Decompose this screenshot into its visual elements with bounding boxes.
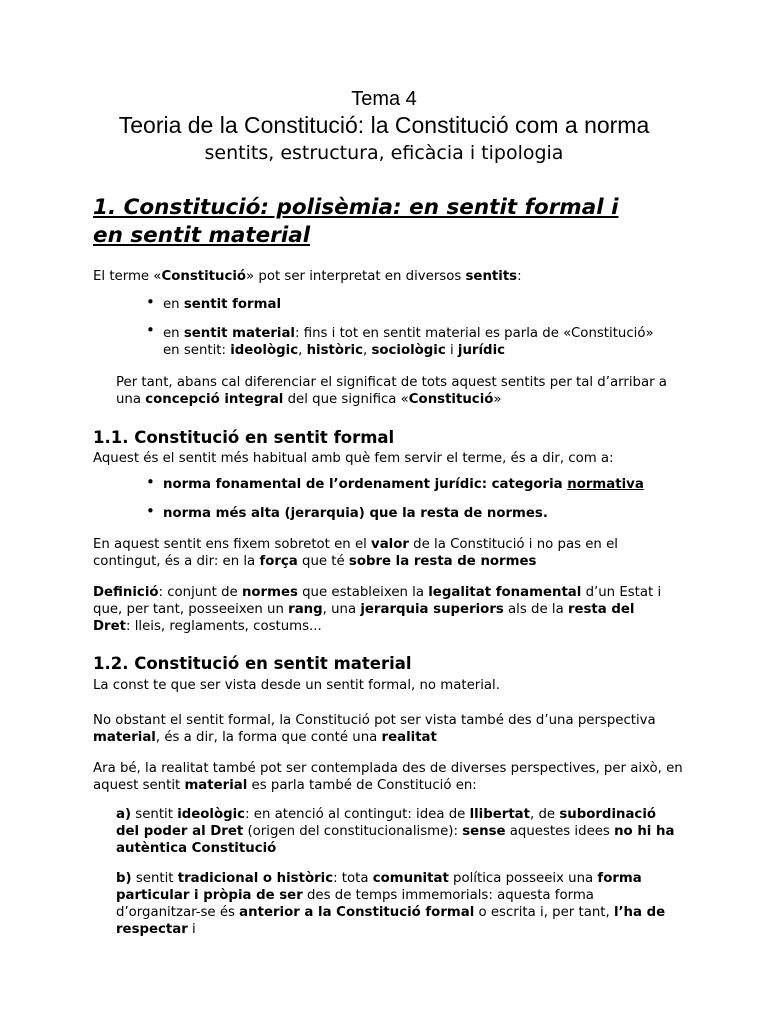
section-1-intro xyxy=(93,268,693,285)
text-bold: tradicional o històric xyxy=(177,871,334,886)
section-1-1-heading: 1.1. Constitució en sentit formal xyxy=(93,428,395,447)
text: El terme « xyxy=(93,269,162,284)
text-bold: Constitució xyxy=(161,269,247,284)
doc-tema: Tema 4 xyxy=(351,88,417,110)
text: : conjunt de xyxy=(158,585,242,600)
text: als de la xyxy=(503,602,568,617)
text: política posseeix una xyxy=(448,871,598,886)
bullet-sentit-formal xyxy=(163,296,683,313)
text: de la Constitució i no pas en el contingut, és a dir: en la xyxy=(93,537,618,569)
text: del que significa « xyxy=(283,392,409,407)
text-bold: ideològic xyxy=(177,807,246,822)
text: que estableixen la xyxy=(297,585,429,600)
text: » xyxy=(493,392,502,407)
text: que té xyxy=(297,554,349,569)
text-bold-underlined: normativa xyxy=(567,477,644,492)
text-bold: l’ha de respectar xyxy=(116,905,666,937)
bullet-sentit-material xyxy=(163,325,663,359)
text-bold: material xyxy=(93,730,156,745)
text: , una xyxy=(322,602,361,617)
doc-title: Teoria de la Constitució: la Constitució com a norma xyxy=(118,112,650,138)
text: en xyxy=(163,297,184,312)
bullet-icon: • xyxy=(146,293,155,311)
text-bold: rang xyxy=(288,602,323,617)
text: , és a dir, la forma que conté una xyxy=(155,730,382,745)
text-bold: no hi ha autèntica Constitució xyxy=(116,824,675,856)
text: i xyxy=(187,922,196,937)
text-bold: subordinació del poder al Dret xyxy=(116,807,657,839)
text: , de xyxy=(530,807,560,822)
text: Ara bé, la realitat també pot ser contemplada des de diverses perspectives, per això, en aquest sentit xyxy=(93,761,683,793)
text-bold: legalitat fonamental xyxy=(428,585,582,600)
text: d’un Estat i que, per tant, posseeixen un xyxy=(93,585,662,617)
text-bold: forma particular i pròpia de ser xyxy=(116,871,642,903)
text: En aquest sentit ens fixem sobretot en el xyxy=(93,537,372,552)
text: : tota xyxy=(333,871,373,886)
bullet-norma-alta xyxy=(163,505,683,522)
text: sentit xyxy=(131,871,178,886)
text-bold: norma més alta (jerarquia) que la resta de normes. xyxy=(163,506,548,521)
section-1-conclusion xyxy=(116,374,690,408)
text: es parla també de Constitució en: xyxy=(247,778,477,793)
text-bold: comunitat xyxy=(372,871,449,886)
text-bold: material xyxy=(184,778,248,793)
text: o escrita i, per tant, xyxy=(474,905,614,920)
text: , xyxy=(363,343,372,358)
text: des de temps immemorials: aquesta forma d’organitzar-se és xyxy=(116,888,594,920)
text-bold: sentit formal xyxy=(183,297,282,312)
text-bold: jurídic xyxy=(457,343,506,358)
bullet-icon: • xyxy=(146,473,155,491)
bullet-icon: • xyxy=(146,502,155,520)
text-bold: a) xyxy=(116,807,132,822)
text: (origen del constitucionalisme): xyxy=(243,824,463,839)
text-bold: llibertat xyxy=(469,807,531,822)
text: » pot ser interpretat en diversos xyxy=(246,269,466,284)
text: No obstant el sentit formal, la Constitució pot ser vista també des d’una perspectiva xyxy=(93,713,656,728)
text-bold: Constitució xyxy=(408,392,494,407)
text-bold: ideològic xyxy=(230,343,299,358)
section-1-1-paragraph xyxy=(93,536,633,570)
text-bold: normes xyxy=(241,585,298,600)
text: sentit xyxy=(131,807,178,822)
section-1-2-intro: La const te que ser vista desde un sentit formal, no material. xyxy=(93,678,500,693)
section-1-1-definition xyxy=(93,584,663,635)
text: : lleis, reglaments, costums... xyxy=(125,619,322,634)
text: en xyxy=(163,326,184,341)
section-1-2-para2 xyxy=(93,760,683,794)
text-bold: realitat xyxy=(381,730,437,745)
text-bold: jerarquia superiors xyxy=(360,602,504,617)
text-bold: sentits xyxy=(465,269,518,284)
text-bold: històric xyxy=(306,343,363,358)
text-bold: força xyxy=(259,554,298,569)
doc-subtitle: sentits, estructura, eficàcia i tipologia xyxy=(204,142,564,164)
text-bold: resta del Dret xyxy=(93,602,635,634)
text-bold: sobre la resta de normes xyxy=(348,554,537,569)
text-bold: sentit material xyxy=(183,326,295,341)
section-1-heading: 1. Constitució: polisèmia: en sentit formal i en sentit material xyxy=(93,195,619,248)
section-1-2-para1 xyxy=(93,712,683,746)
text-bold: valor xyxy=(371,537,409,552)
text: , xyxy=(298,343,307,358)
text-bold: b) xyxy=(116,871,132,886)
item-a-sentit-ideologic xyxy=(116,806,676,857)
text: i xyxy=(445,343,458,358)
text: aquestes idees xyxy=(505,824,615,839)
text: : en atenció al contingut: idea de xyxy=(245,807,470,822)
text: : xyxy=(517,269,522,284)
item-b-sentit-historic xyxy=(116,870,676,938)
text-bold: norma fonamental de l’ordenament jurídic: categoria xyxy=(163,477,568,492)
text: Per tant, abans cal diferenciar el significat de tots aquest sentits per tal d’arribar a una xyxy=(116,375,667,407)
section-1-1-intro: Aquest és el sentit més habitual amb què fem servir el terme, és a dir, com a: xyxy=(93,451,614,466)
text: : fins i tot en sentit material es parla de «Constitució» en sentit: xyxy=(163,326,654,358)
text-bold: Definició xyxy=(93,585,159,600)
text-bold: anterior a la Constitució formal xyxy=(239,905,475,920)
bullet-norma-fonamental xyxy=(163,476,683,493)
bullet-icon: • xyxy=(146,321,155,339)
text-bold: sense xyxy=(462,824,506,839)
text-bold: concepció integral xyxy=(145,392,284,407)
text-bold: sociològic xyxy=(371,343,446,358)
section-1-2-heading: 1.2. Constitució en sentit material xyxy=(93,654,412,673)
